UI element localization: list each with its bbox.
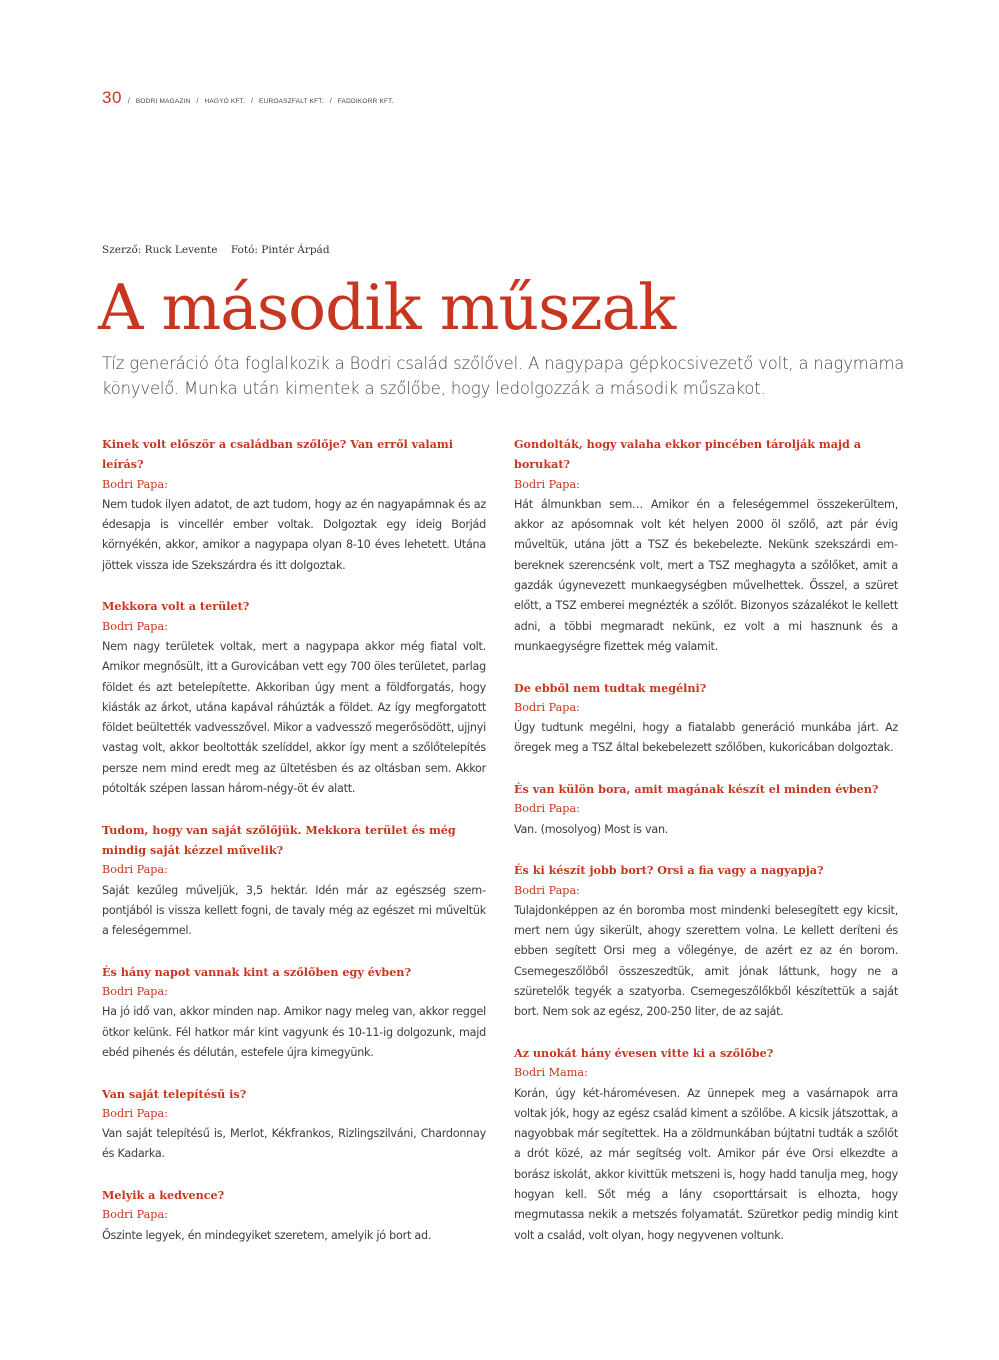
- speaker: Bodri Papa:: [514, 802, 580, 816]
- question: Tudom, hogy van saját szőlőjük. Mekkora terület és még mindig saját kézzel művelik?: [102, 822, 456, 857]
- qa-block: [514, 434, 898, 657]
- breadcrumb-item: HAGYÓ KFT.: [204, 98, 246, 105]
- separator: /: [196, 98, 199, 105]
- speaker: Bodri Papa:: [514, 883, 580, 897]
- question: És van külön bora, amit magának készít el minden évben?: [514, 782, 879, 797]
- answer: Van. (mosolyog) Most is van.: [514, 822, 669, 836]
- right-column: [514, 434, 898, 1266]
- answer: Saját kezűleg műveljük, 3,5 hektár. Idén már az egészség szempontjából is vissza kellett fogni, de tavaly még az egészet mi műveltük a feleségemmel.: [102, 883, 486, 938]
- article-title: A második műszak: [98, 271, 676, 344]
- author-credit: Szerző: Ruck Levente: [102, 244, 218, 256]
- speaker: Bodri Mama:: [514, 1066, 588, 1080]
- answer: Hát álmunkban sem… Amikor én a feleségemmel összekerültem, akkor az apósomnak volt két helyen 2000 öl szőlő, azt pár évig műveltük, utána jött a TSZ és bekebelezte. Nekünk szekszárdi embereknek szerencsénk volt, mert a TSZ meghagyta a szőlőket, amit a gazdák úgynevezett munkaegységben művelhettek. Ősszel, a szüret előtt, a TSZ emberei megnézték a szőlőt. Bizonyos százalékot le kellett adni, a többi megmaradt nekünk, ez volt a mi hasznunk és a munkaegységre fizettek még valamit.: [514, 497, 898, 653]
- question: De ebből nem tudtak megélni?: [514, 680, 707, 695]
- answer: Úgy tudtunk megélni, hogy a fiatalabb generáció munkába járt. Az öregek meg a TSZ által bekebelezett szőlőben, kukoricában dolgoztak.: [514, 721, 898, 755]
- question: Melyik a kedvence?: [102, 1187, 225, 1202]
- qa-block: [514, 860, 898, 1022]
- question: Mekkora volt a terület?: [102, 599, 250, 614]
- speaker: Bodri Papa:: [102, 619, 168, 633]
- qa-block: [102, 434, 486, 576]
- answer: Ha jó idő van, akkor minden nap. Amikor nagy meleg van, akkor reggel ötkor kelünk. Fél hatkor már kint vagyunk és 10-11-ig dolgozunk, majd ebéd pihenés és délután, estefele újra kimegyünk.: [102, 1005, 486, 1059]
- qa-block: [102, 1084, 486, 1165]
- speaker: Bodri Papa:: [102, 863, 168, 877]
- qa-block: [102, 596, 486, 799]
- qa-block: [514, 1043, 898, 1246]
- speaker: Bodri Papa:: [514, 477, 580, 491]
- question: Kinek volt először a családban szőlője? Van erről valami leírás?: [102, 437, 454, 472]
- answer: Nem tudok ilyen adatot, de azt tudom, hogy az én nagyapámnak és az édesapja is vincellér ember voltak. Dolgoztak egy ideig Borjád környékén, akkor, amikor a nagypapa olyan 8-10 éves lehetett. Utána jöttek vissza ide Szekszárdra és itt dolgoztak.: [102, 497, 486, 572]
- separator: /: [127, 98, 130, 105]
- separator: /: [329, 98, 332, 105]
- running-header: [102, 88, 394, 108]
- speaker: Bodri Papa:: [514, 700, 580, 714]
- speaker: Bodri Papa:: [102, 1208, 168, 1222]
- qa-block: [102, 962, 486, 1063]
- separator: /: [251, 98, 254, 105]
- question: És hány napot vannak kint a szőlőben egy évben?: [102, 964, 411, 979]
- qa-block: [514, 779, 898, 840]
- left-column: [102, 434, 486, 1266]
- answer: Van saját telepítésű is, Merlot, Kékfrankos, Rizlingszilváni, Chardonnay és Kadarka.: [102, 1127, 486, 1161]
- answer: Korán, úgy két-háromévesen. Az ünnepek meg a vasárnapok arra voltak jók, hogy az egész család kiment a szőlőbe. A kicsik játszottak, a nagyobbak már segítettek. Ha a zöldmunkában bújtatni tudták a szőlőt a drót közé, az már segítség volt. Amikor pár éve Orsi elkezdte a borász iskolát, akkor kivittük metszeni is, hogy hadd tanulja meg, hogy hogyan kell. Sőt még a lány csoporttársait is elhozta, hogy megmutassa nekik a metszés folyamatát. Szüretkor pedig mindig kint volt a család, volt olyan, hogy negyvenen voltunk.: [514, 1086, 898, 1242]
- breadcrumb-item: BODRI MAGAZIN: [135, 98, 191, 105]
- answer: Tulajdonképpen az én boromba most mindenki belesegített egy kicsit, mert nem úgy sikerült, ahogy szerettem volna. Le kellett deríteni és ebben segített Orsi meg a vőlegénye, de azért ez az én borom. Csemegeszőlőből összeszedtük, amit jónak láttunk, hogy ne a szüretelők tegyék a szatyorba. Csemegeszőlőkből készítettük a saját bort. Nem sok az egész, 200-250 liter, de az saját.: [514, 903, 898, 1019]
- speaker: Bodri Papa:: [102, 1106, 168, 1120]
- breadcrumb-item: FADDIKORR KFT.: [337, 98, 394, 105]
- question: Van saját telepítésű is?: [102, 1086, 247, 1101]
- qa-block: [102, 820, 486, 942]
- page-number: 30: [102, 88, 122, 107]
- qa-block: [102, 1185, 486, 1246]
- answer: Nem nagy területek voltak, mert a nagypapa akkor még fiatal volt. Amikor megnősült, itt a Gurovicában vett egy 700 öles területet, parlag földet és azt betelepítette. Akkoriban úgy ment a földforgatás, hogy kiásták az árkot, utána kapával ráhúzták a földet. Az így megforgatott földet beültették vadvesszővel. Mikor a vadvessző megerősödött, ujjnyi vastag volt, akkor beoltották szelíddel, akkor így ment a szőlőtelepítés persze nem mind eredt meg az ültetésben és az oltásban sem. Akkor pótolták szépen lassan három-négy-öt év alatt.: [102, 639, 486, 796]
- article-credits: [102, 244, 340, 256]
- article-lead: Tíz generáció óta foglalkozik a Bodri család szőlővel. A nagypapa gépkocsivezető volt, a nagymama könyvelő. Munka után kimentek a szőlőbe, hogy ledolgozzák a második műszakot.: [102, 354, 905, 398]
- speaker: Bodri Papa:: [102, 477, 168, 491]
- breadcrumb-item: EURОASZFALT KFT.: [259, 98, 324, 105]
- qa-block: [514, 678, 898, 759]
- question: Gondolták, hogy valaha ekkor pincében tárolják majd a borukat?: [514, 437, 862, 472]
- answer: Őszinte legyek, én mindegyiket szeretem, amelyik jó bort ad.: [102, 1228, 432, 1242]
- photo-credit: Fotó: Pintér Árpád: [230, 244, 330, 256]
- speaker: Bodri Papa:: [102, 985, 168, 999]
- question: Az unokát hány évesen vitte ki a szőlőbe?: [514, 1045, 774, 1060]
- question: És ki készít jobb bort? Orsi a fia vagy a nagyapja?: [514, 863, 824, 878]
